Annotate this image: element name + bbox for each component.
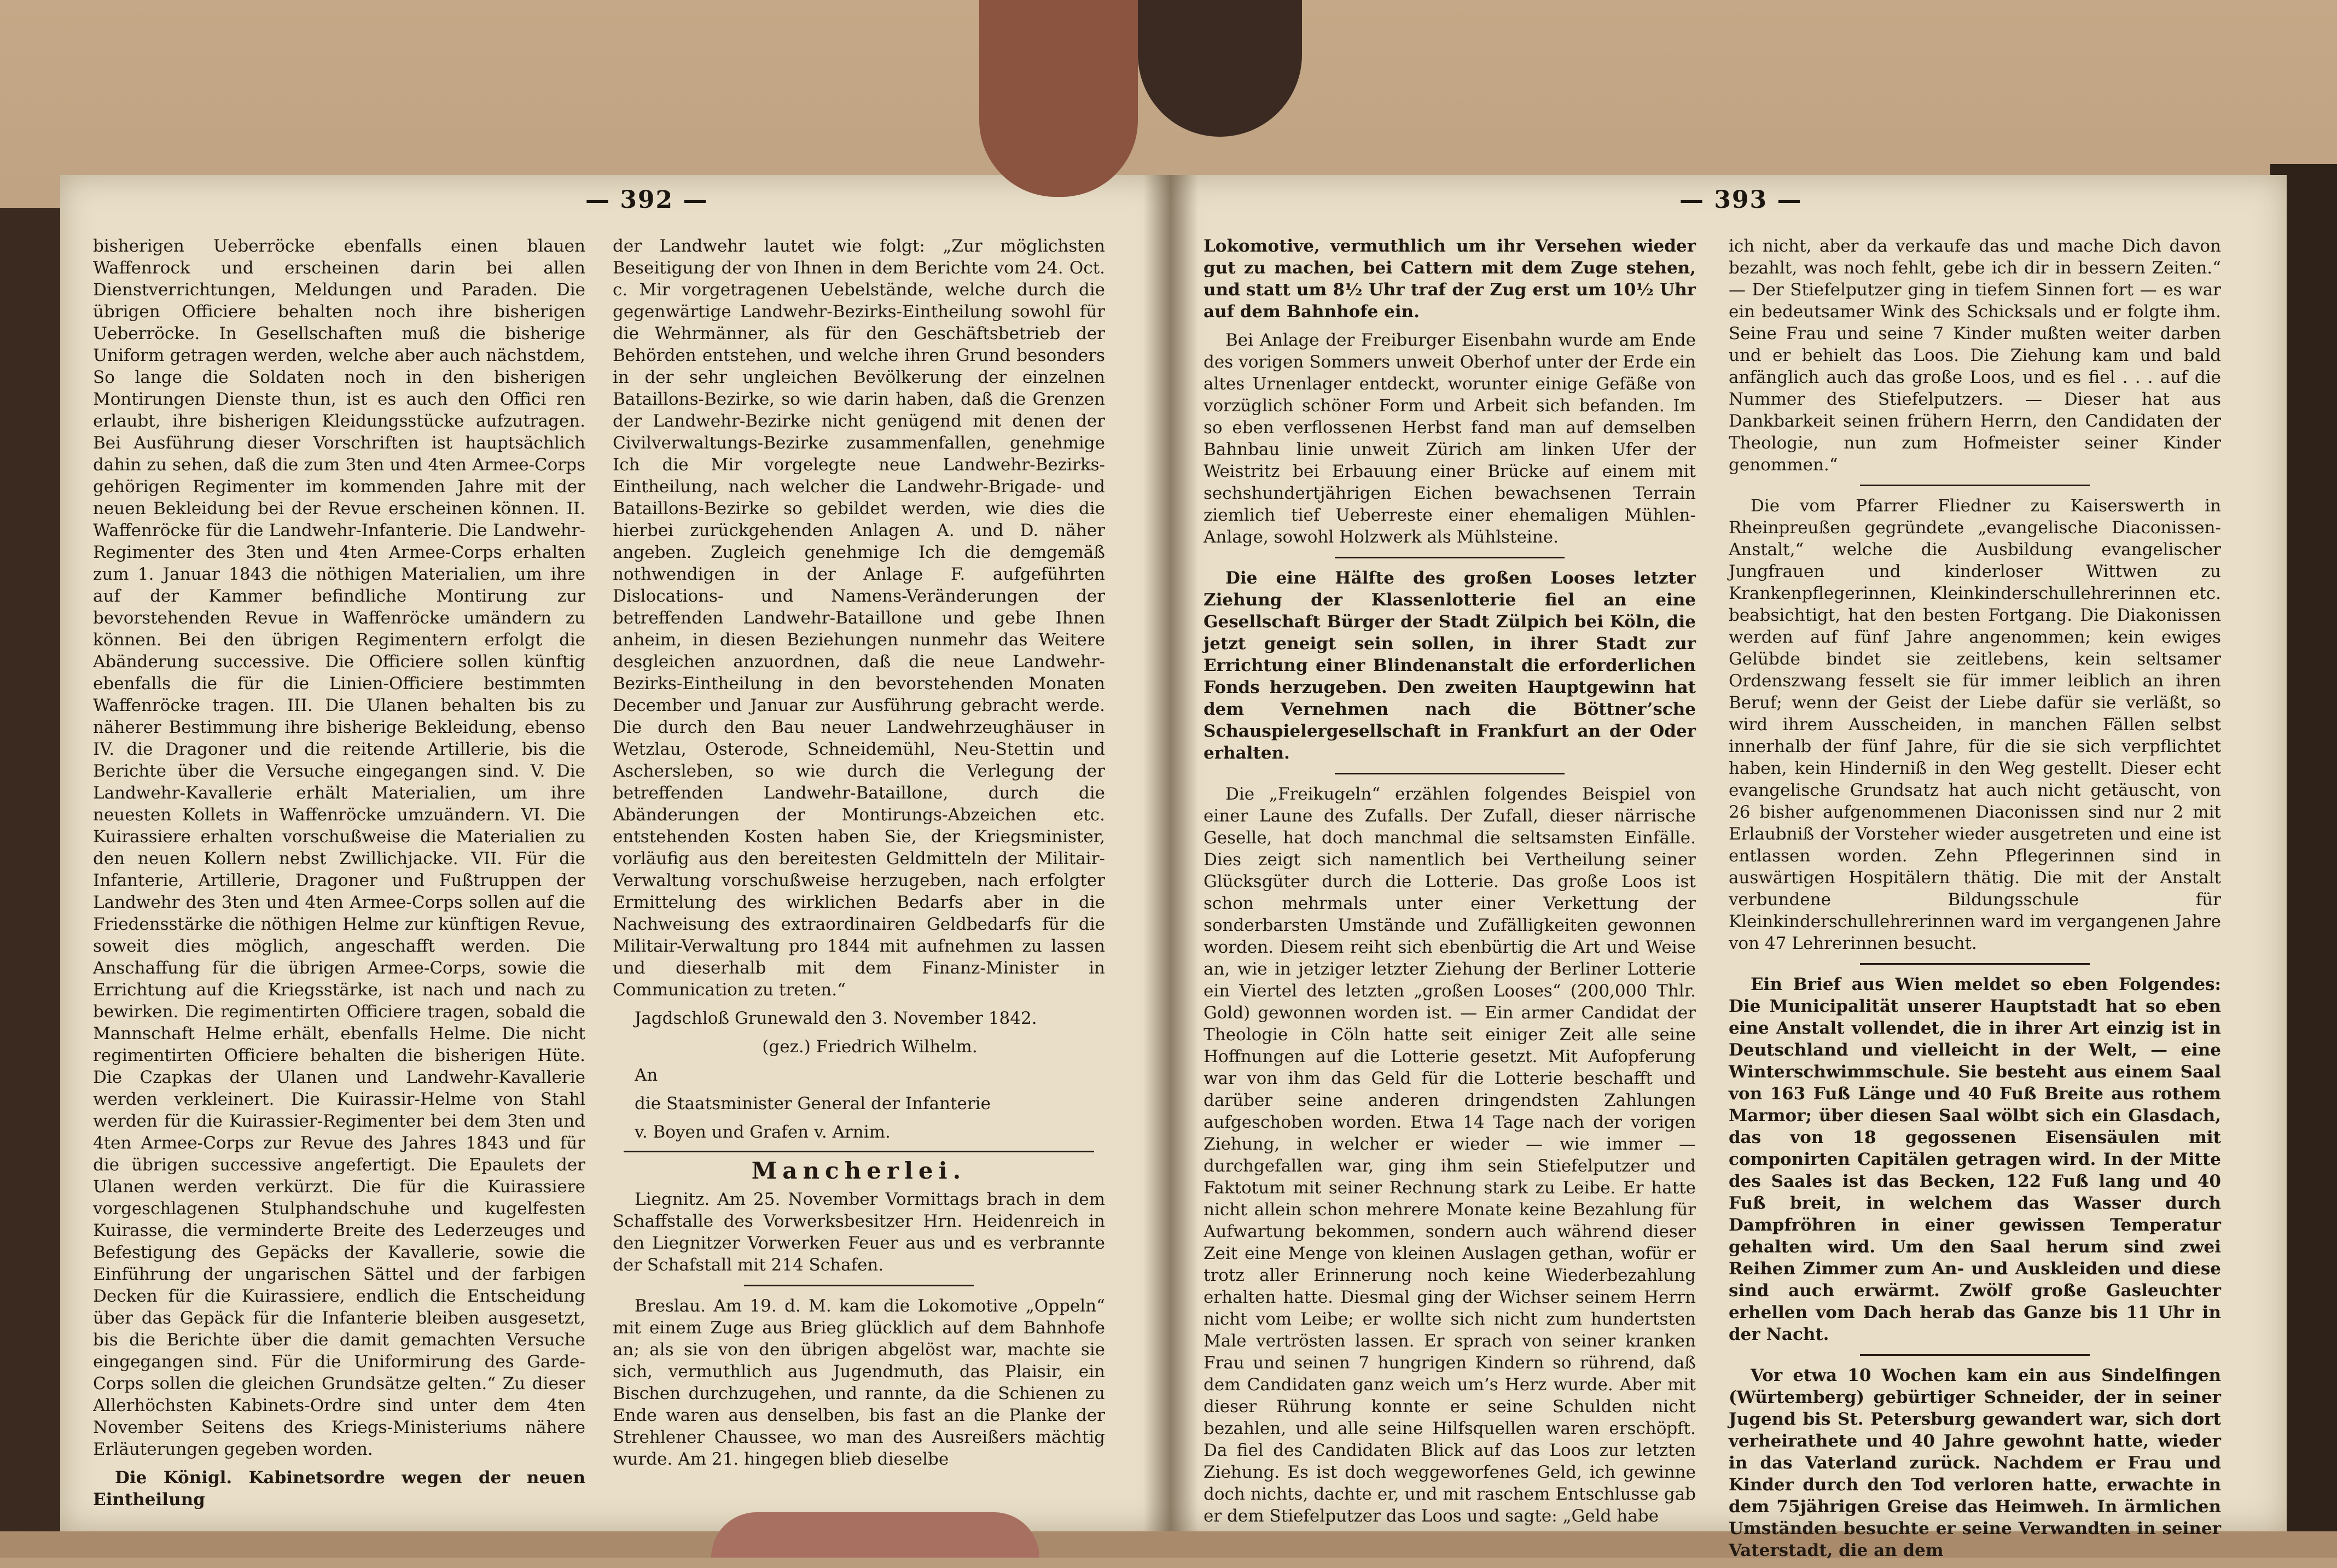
left-column-a: [93, 235, 585, 1517]
news-divider: [744, 1285, 974, 1286]
section-heading-mancherlei: Mancherlei.: [751, 1157, 967, 1184]
divider-2: [1335, 773, 1565, 774]
thumb-top: [979, 0, 1138, 197]
finger-bottom: [711, 1512, 1039, 1558]
left-col-b-text: der Landwehr lautet wie folgt: „Zur möglichsten Beseitigung der von Ihnen in dem Berichte vom 24. Oct. c. Mir vorgetragenen Uebelstände, welche durch die gegenwärtige Landwehr-Bezirks-Eintheilung sowohl für die Wehrmänner, als für den Geschäftsbetrieb der Behörden entstehen, und welche ihren Grund besonders in der sehr ungleichen Bevölkerung der einzelnen Bataillons-Bezirke, so wie darin haben, daß die Grenzen der Landwehr-Bezirke nicht genügend mit denen der Civilverwaltungs-Bezirke zusammenfallen, genehmige Ich die Mir vorgelegte neue Landwehr-Bezirks-Eintheilung, nach welcher die Landwehr-Brigade- und Bataillons-Bezirke so gebildet werden, wie dies die hierbei zurückgehenden Anlagen A. und D. näher angeben. Zugleich genehmige Ich die demgemäß nothwendigen in der Anlage F. aufgeführten Dislocations- und Namens-Veränderungen der betreffenden Landwehr-Bataillone und gebe Ihnen anheim, in diesen Beziehungen nunmehr das Weitere desgleichen anzuordnen, daß die neue Landwehr-Bezirks-Eintheilung in den bevorstehenden Monaten December und Januar zur Ausführung gebracht werde. Die durch den Bau neuer Landwehrzeughäuser in Wetzlau, Osterode, Schneidemühl, Neu-Stettin und Aschersleben, so wie durch die Verlegung der betreffenden Landwehr-Bataillone, durch die Abänderungen der Montirungs-Abzeichen etc. entstehenden Kosten haben Sie, der Kriegsminister, vorläufig aus den bereitesten Geldmitteln der Militair-Verwaltung vorschußweise herzugeben, nach erfolgter Ermittelung des wirklichen Bedarfs aber in die Nachweisung des extraordinairen Geldbedarfs für die Militair-Verwaltung pro 1844 mit aufnehmen zu lassen und dieserhalb mit dem Finanz-Minister in Communication zu treten.“: [613, 236, 1105, 1000]
left-page: [60, 175, 1171, 1531]
divider-1: [1335, 557, 1565, 558]
right-col-a-p4: Die „Freikugeln“ erzählen folgendes Beispiel von einer Laune des Zufalls. Der Zufall, dieser närrische Geselle, hat doch manchmal die seltsamsten Einfälle. Dies zeigt sich namentlich bei Vertheilung seiner Glücksgüter durch die Lotterie. Das große Loos ist schon mehrmals unter einer Verkettung der sonderbarsten Umstände und Zufälligkeiten gewonnen worden. Diesem reiht sich ebenbürtig die Art und Weise an, wie in jetziger letzter Ziehung der Berliner Lotterie ein Viertel des letzten „großen Looses“ (200,000 Thlr. Gold) gewonnen worden ist. — Ein armer Candidat der Theologie in Cöln hatte seit einiger Zeit alle seine Hoffnungen auf die Lotterie gesetzt. Mit Aufopferung war von ihm das Geld für die Lotterie beschafft und darüber seine anderen dringendsten Zahlungen aufgeschoben worden. Etwa 14 Tage nach der vorigen Ziehung, in welcher er wieder — wie immer — durchgefallen war, ging ihm sein Stiefelputzer und Faktotum mit seiner Rechnung stark zu Leibe. Er hatte nicht allein schon mehrere Monate keine Bezahlung für Aufwartung bekommen, sondern auch während dieser Zeit eine Menge von kleinen Auslagen gethan, wofür er trotz aller Erinnerung noch keine Wiederbezahlung erhalten hatte. Diesmal ging der Wichser seinem Herrn nicht vom Leibe; er wollte sich nicht zum hundertsten Male vertrösten lassen. Er sprach von seiner kranken Frau und seinen 7 hungrigen Kindern so rührend, daß dem Candidaten ganz weich um’s Herz wurde. Aber mit dieser Rührung konnte er seine Schulden nicht bezahlen, und alle seine Hilfsquellen waren erschöpft. Da fiel des Candidaten Blick auf das Loos zur letzten Ziehung. Es ist doch weggeworfenes Geld, ich gewinne doch nichts, dachte er, und mit raschem Entschlusse gab er dem Stiefelputzer das Loos und sagte: „Geld habe: [1204, 784, 1696, 1526]
right-col-a-p1: Lokomotive, vermuthlich um ihr Versehen wieder gut zu machen, bei Cattern mit dem Zuge stehen, und statt um 8½ Uhr traf der Zug erst um 10½ Uhr auf dem Bahnhofe ein.: [1204, 236, 1696, 322]
page-number-right: — 393 —: [1679, 186, 1803, 214]
right-column-a: [1204, 235, 1696, 1534]
news-liegnitz: Liegnitz. Am 25. November Vormittags brach in dem Schaffstalle des Vorwerksbesitzer Hrn. Heidenreich in den Liegnitzer Vorwerken Feuer aus und es verbrannte der Schafstall mit 214 Schafen.: [613, 1190, 1105, 1275]
addressee-line-2: die Staatsminister General der Infanterie: [635, 1094, 991, 1114]
divider-4: [1860, 963, 2090, 965]
right-column-b: [1729, 235, 2221, 1568]
right-col-a-p3: Die eine Hälfte des großen Looses letzter Ziehung der Klassenlotterie fiel an eine Gesellschaft Bürger der Stadt Zülpich bei Köln, die jetzt geneigt sein sollen, in ihrer Stadt zur Errichtung einer Blindenanstalt die erforderlichen Fonds herzugeben. Den zweiten Hauptgewinn hat dem Vernehmen nach die Böttner’sche Schauspielergesellschaft in Frankfurt an der Oder erhalten.: [1204, 568, 1696, 763]
right-col-b-p1: ich nicht, aber da verkaufe das und mache Dich davon bezahlt, was noch fehlt, gebe ich dir in bessern Zeiten.“ — Der Stiefelputzer ging in tiefem Sinnen fort — es war ein bedeutsamer Wink des Schicksals und er folgte ihm. Seine Frau und seine 7 Kinder mußten weiter darben und er behielt das Loos. Die Ziehung kam und bald anfänglich auch das große Loos, und es fiel . . . auf die Nummer des Stiefelputzers. — Dieser hat aus Dankbarkeit seinen frühern Herrn, den Candidaten der Theologie, nun zum Hofmeister seiner Kinder genommen.“: [1729, 236, 2221, 475]
left-col-a-heading-line: Die Königl. Kabinetsordre wegen der neuen Eintheilung: [93, 1468, 585, 1509]
addressee-line-1: An: [635, 1065, 658, 1085]
right-col-b-p3: Ein Brief aus Wien meldet so eben Folgendes: Die Municipalität unserer Hauptstadt hat so eben eine Anstalt vollendet, die in ihrer Art einzig ist in Deutschland und vielleicht in der Welt, — eine Winterschwimmschule. Sie besteht aus einem Saal von 163 Fuß Länge und 40 Fuß Breite aus rothem Marmor; über diesen Saal wölbt sich ein Glasdach, das von 18 gegossenen Eisensäulen mit componirten Capitälen getragen wird. In der Mitte des Saales ist das Becken, 122 Fuß lang und 40 Fuß breit, in welchem das Wasser durch Dampfröhren in einer gewissen Temperatur gehalten wird. Um den Saal herum sind zwei Reihen Zimmer zum An- und Auskleiden und diese sind auch erwärmt. Zwölf große Gasleuchter erhellen vom Dach herab das Ganze bis 11 Uhr in der Nacht.: [1729, 975, 2221, 1344]
addressee-line-3: v. Boyen und Grafen v. Arnim.: [635, 1122, 891, 1142]
right-col-a-p2: Bei Anlage der Freiburger Eisenbahn wurde am Ende des vorigen Sommers unweit Oberhof unter der Erde ein altes Urnenlager entdeckt, worunter einige Gefäße von vorzüglich schöner Form und Arbeit sich befanden. Im so eben verflossenen Herbst fand man auf demselben Bahnbau linie unweit Zürich am linken Ufer der Weistritz bei Erbauung einer Brücke auf einem mit sechshundertjährigen Eichen bewachsenen Terrain ziemlich tief Ueberreste einer ehemaligen Mühlen-Anlage, sowohl Holzwerk als Mühlsteine.: [1204, 330, 1696, 547]
section-divider: [624, 1151, 1094, 1152]
signature: (gez.) Friedrich Wilhelm.: [762, 1037, 978, 1057]
news-breslau: Breslau. Am 19. d. M. kam die Lokomotive „Oppeln“ mit einem Zuge aus Brieg glücklich auf dem Bahnhofe an; als sie von den übrigen abgelöst war, machte sie sich, vermuthlich aus Jugendmuth, das Plaisir, ein Bischen durchzugehen, und rannte, da die Schienen zu Ende waren aus denselben, bis fast an die Planke der Strehlener Chaussee, wo man des Ausreißers mächtig wurde. Am 21. hingegen blieb dieselbe: [613, 1296, 1105, 1469]
right-col-b-p4: Vor etwa 10 Wochen kam ein aus Sindelfingen (Würtemberg) gebürtiger Schneider, der in seiner Jugend bis St. Petersburg gewandert war, sich dort verheirathete und 40 Jahre gewohnt hatte, wieder in das Vaterland zurück. Nachdem er Frau und Kinder durch den Tod verloren hatte, erwachte in dem 75jährigen Greise das Heimweh. In ärmlichen Umständen besuchte er seine Verwandten in seiner Vaterstadt, die an dem: [1729, 1366, 2221, 1560]
left-column-b: [613, 235, 1105, 1477]
dateline: Jagdschloß Grunewald den 3. November 1842.: [635, 1009, 1037, 1028]
right-page: [1171, 175, 2287, 1560]
divider-3: [1860, 485, 2090, 486]
divider-5: [1860, 1354, 2090, 1356]
right-col-b-p2: Die vom Pfarrer Fliedner zu Kaiserswerth in Rheinpreußen gegründete „evangelische Diaconissen-Anstalt,“ welche die Ausbildung evangelischer Jungfrauen und kinderloser Wittwen zu Krankenpflegerinnen, Kleinkinderschullehrerinnen etc. beabsichtigt, hat den besten Fortgang. Die Diakonissen werden auf fünf Jahre angenommen; kein ewiges Gelübde bindet sie zeitlebens, kein seltsamer Ordenszwang fesselt sie für immer leiblich an ihren Beruf; wenn der Geist der Liebe dafür sie verläßt, so wird ihrem Ausscheiden, in manchen Fällen selbst innerhalb der fünf Jahre, für die sie sich verpflichtet haben, kein Hinderniß in den Weg gestellt. Dieser echt evangelische Grundsatz hat auch nicht getäuscht, von 26 bisher aufgenommenen Diaconissen sind nur 2 mit Erlaubniß der Vorsteher wieder ausgetreten und eine ist entlassen worden. Zehn Pflegerinnen sind in auswärtigen Hospitälern thätig. Die mit der Anstalt verbundene Bildungsschule für Kleinkinderschullehrerinnen ward im vergangenen Jahre von 47 Lehrerinnen besucht.: [1729, 496, 2221, 953]
page-number-left: — 392 —: [585, 186, 708, 214]
left-col-a-text: bisherigen Ueberröcke ebenfalls einen blauen Waffenrock und erscheinen darin bei allen Dienstverrichtungen, Meldungen und Paraden. Die übrigen Officiere behalten noch ihre bisherigen Ueberröcke. In Gesellschaften muß die bisherige Uniform getragen werden, welche aber auch nächstdem, So lange die Soldaten noch in den bisherigen Montirungen Dienste thun, ist es auch den Offici ren erlaubt, ihre bisherigen Kleidungsstücke aufzutragen. Bei Ausführung dieser Vorschriften ist hauptsächlich dahin zu sehen, daß die zum 3ten und 4ten Armee-Corps gehörigen Regimenter im kommenden Jahre mit der neuen Bekleidung bei der Revue erscheinen können. II. Waffenröcke für die Landwehr-Infanterie. Die Landwehr-Regimenter des 3ten und 4ten Armee-Corps erhalten zum 1. Januar 1843 die nöthigen Materialien, um ihre auf der Kammer befindliche Montirung zur bevorstehenden Revue in Waffenröcke umändern zu können. Bei den übrigen Regimentern erfolgt die Abänderung successive. Die Officiere sollen künftig ebenfalls die für die Linien-Officiere bestimmten Waffenröcke tragen. III. Die Ulanen behalten bis zu näherer Bestimmung ihre bisherige Bekleidung, ebenso IV. die Dragoner und die reitende Artillerie, bis die Berichte über die Versuche eingegangen sind. V. Die Landwehr-Kavallerie erhält Materialien, um ihre neuesten Kollets in Waffenröcke umzuändern. VI. Die Kuirassiere erhalten vorschußweise die Materialien zu den neuen Kollern nebst Zwillichjacke. VII. Für die Infanterie, Artillerie, Dragoner und Fußtruppen der Landwehr des 3ten und 4ten Armee-Corps sollen auf die Friedensstärke die nöthigen Helme zur künftigen Revue, soweit dies möglich, angeschafft werden. Die Anschaffung für die übrigen Armee-Corps, sowie die Errichtung auf die Kriegsstärke, ist nach und nach zu bewirken. Die regimentirten Officiere tragen, sobald die Mannschaft Helme erhält, ebenfalls Helme. Die nicht regimentirten Officiere behalten die bisherigen Hüte. Die Czapkas der Ulanen und Landwehr-Kavallerie werden verkleinert. Die Kuirassir-Helme von Stahl werden für die Kuirassier-Regimenter bei dem 3ten und 4ten Armee-Corps zur Revue des Jahres 1843 und für die übrigen successive angefertigt. Die Epaulets der Ulanen werden verkürzt. Die für die Kuirassiere vorgeschlagenen Stulphandschuhe und kugelfesten Kuirasse, die verminderte Breite des Lederzeuges und Befestigung des Gepäcks der Kavallerie, sowie die Einführung der ungarischen Sättel und der farbigen Decken für die Kuirassiere, endlich die Entscheidung über das Gepäck für die Infanterie bleiben ausgesetzt, bis die Berichte über die damit gemachten Versuche eingegangen sind. Für die Uniformirung des Garde-Corps sollen die gleichen Grundsätze gelten.“ Zu dieser Allerhöchsten Kabinets-Ordre sind unter dem 4ten November Seitens des Kriegs-Ministeriums nähere Erläuterungen gegeben worden.: [93, 236, 585, 1459]
